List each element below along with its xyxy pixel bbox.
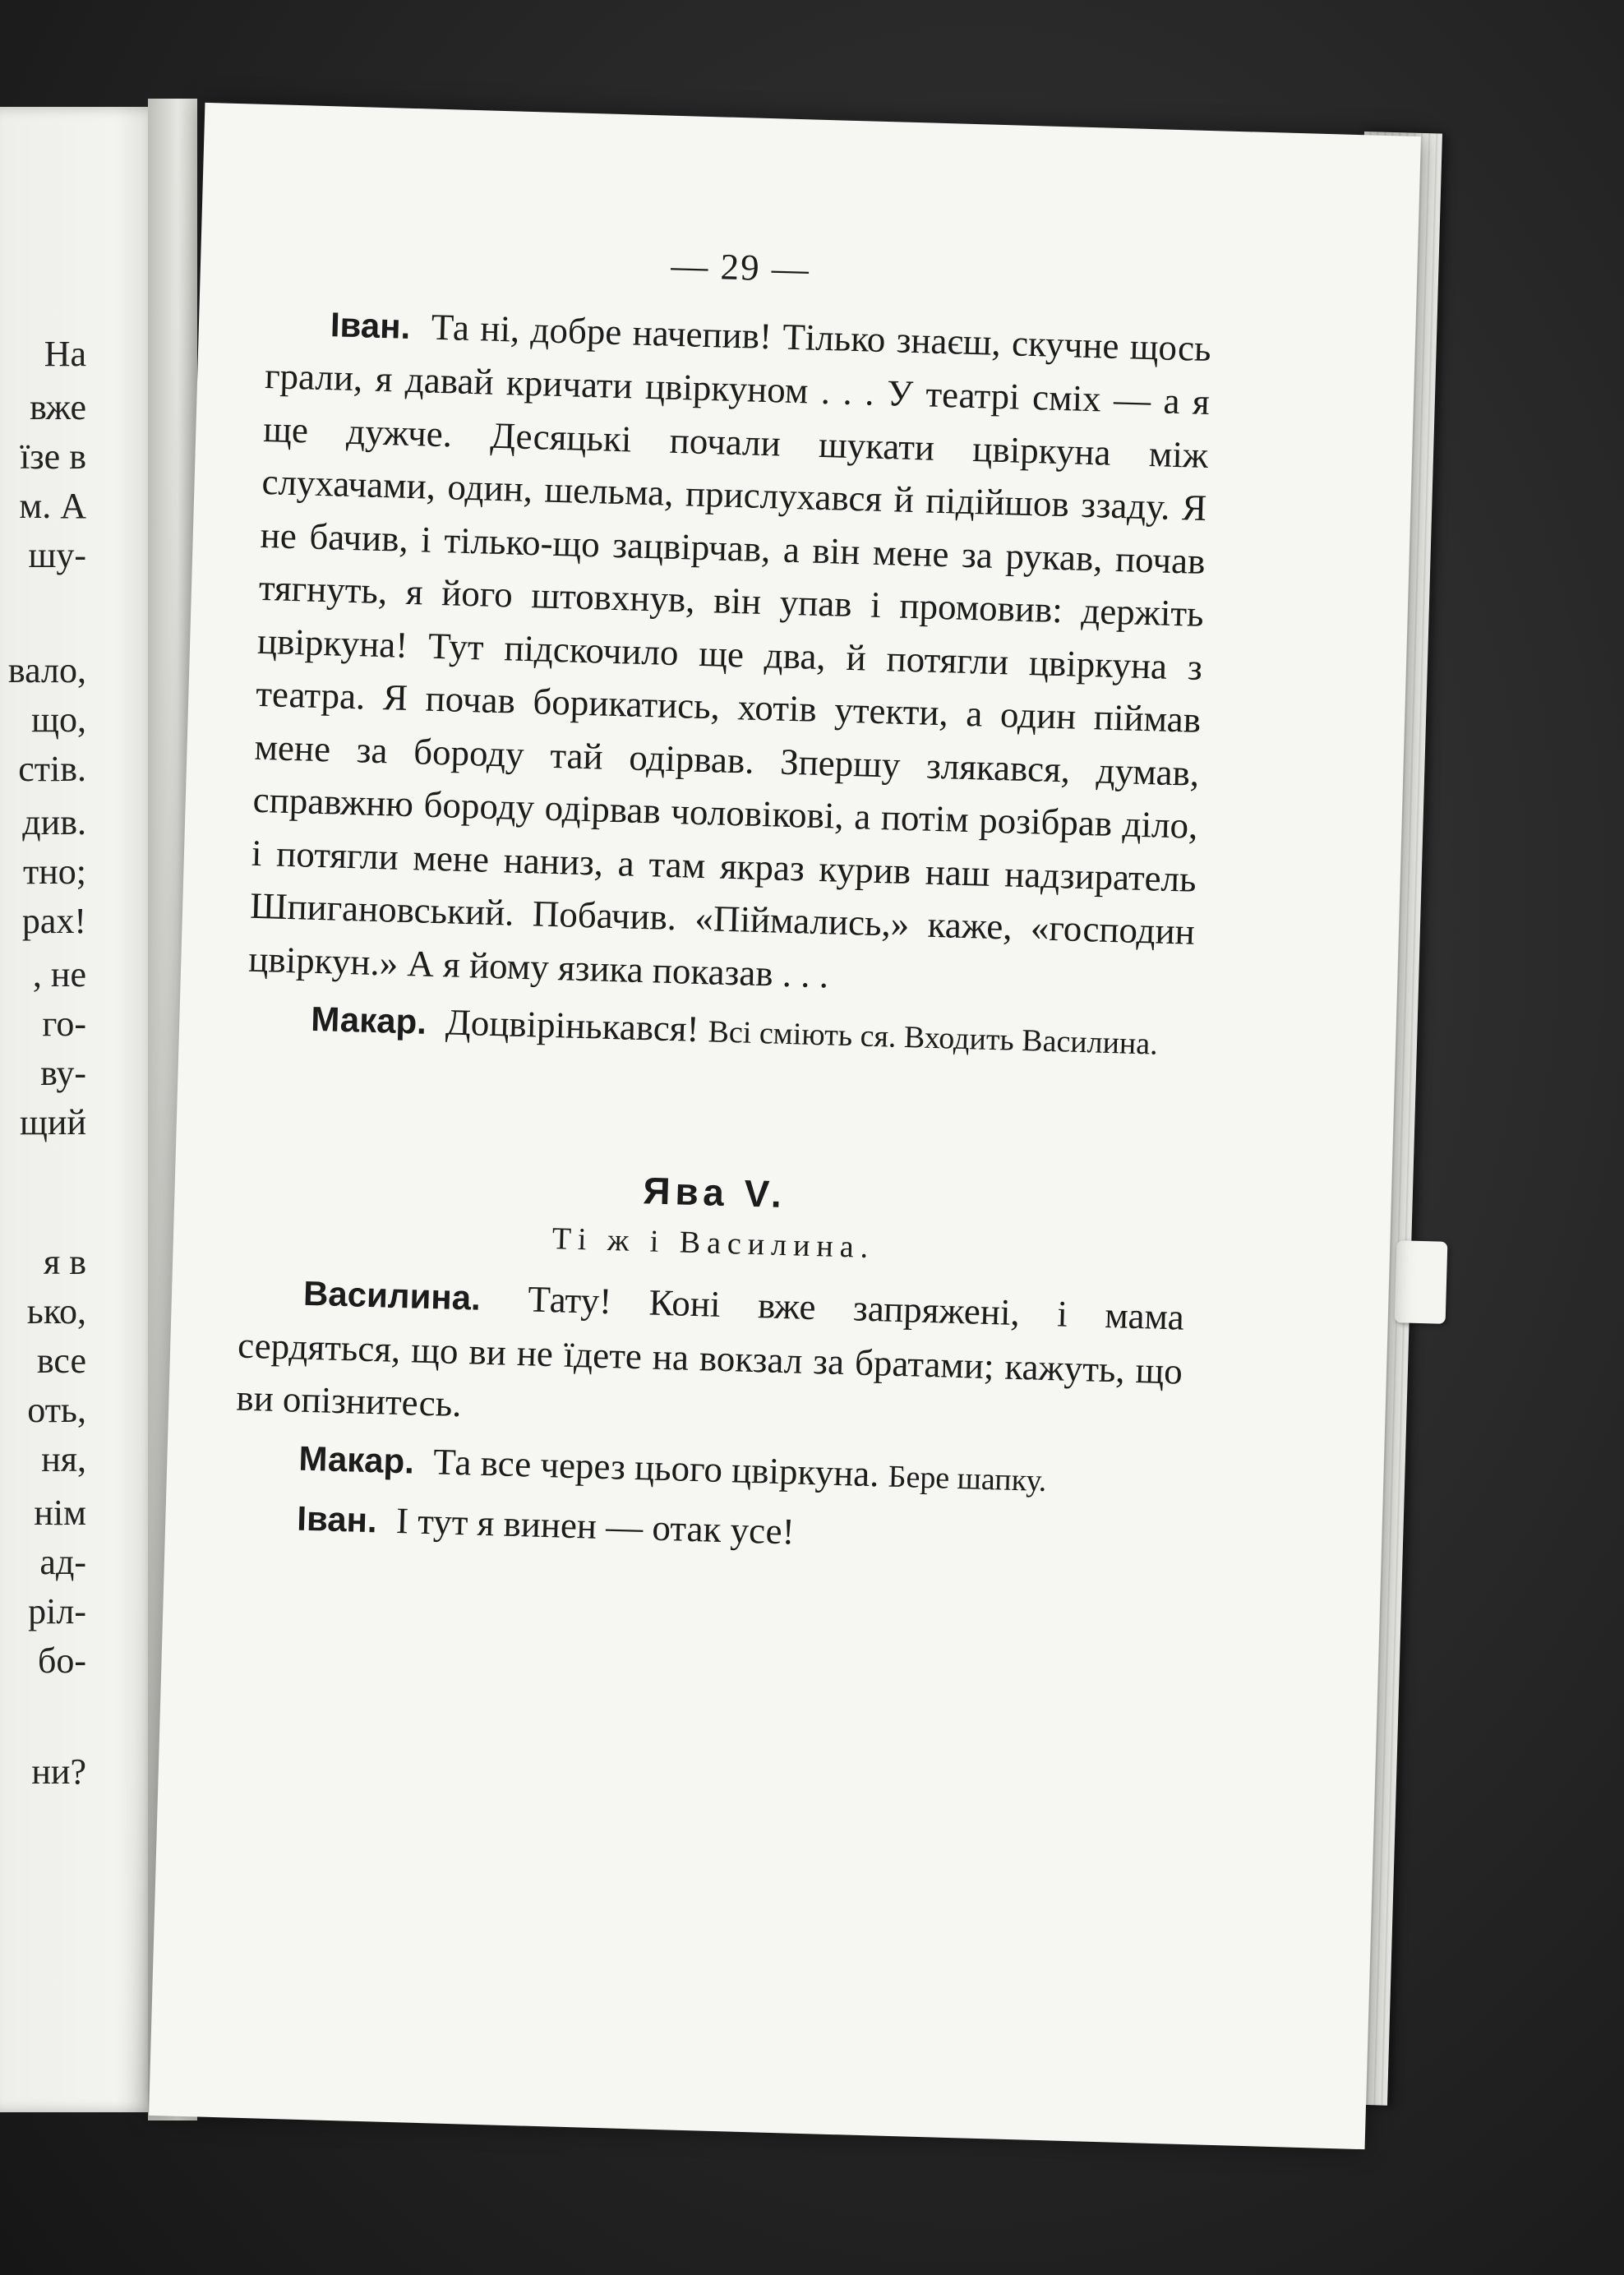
left-page-fragment: ріл-: [28, 1591, 86, 1631]
left-page-fragment: бо-: [37, 1640, 86, 1681]
page-text: [232, 228, 1213, 1575]
left-page-fragment: На: [44, 334, 86, 374]
left-page-fragment: що,: [31, 699, 86, 740]
stage-direction: Всі сміють ся. Входить Василина.: [708, 1014, 1159, 1062]
left-page-fragment: ад-: [39, 1542, 86, 1582]
speech-vasylyna: [236, 1265, 1185, 1451]
speech-text: Тату! Коні вже запряжені, і мама сердяться, що ви не їдете на вокзал за братами; кажуть, що ви опізнитесь.: [235, 1278, 1185, 1425]
left-page: [0, 107, 164, 2112]
speech-text: Та ні, добре начепив! Тілько знаєш, скучне щось грали, я давай кричати цвіркуном . . . У театрі сміх — а я ще дужче. Десяцькі почали шукати цвіркуна між слухачами, один, шельма, прислухався й підійшов ззаду. Я не бачив, і тілько-що зацвірчав, а він мене за рукав, почав тягнуть, я його штовхнув, він упав і промовив: держіть цвіркуна! Тут підскочило ще два, й потягли цвіркуна з театра. Я почав борикатись, хотів утекти, а один піймав мене за бороду тай одірвав. Зпершу злякався, думав, справжню бороду одірвав чоловікові, а потім розібрав діло, і потягли мене наниз, а там якраз курив наш надзиратель Шпигановський. Побачив. «Піймались,» каже, «господин цвіркун.» А я йому язика показав . . .: [247, 306, 1212, 995]
left-page-fragment: рах!: [21, 901, 86, 941]
speech-text: Та все через цього цвіркуна.: [432, 1440, 880, 1494]
left-page-fragment: нім: [34, 1493, 86, 1533]
left-page-fragment: вже: [30, 387, 86, 427]
speech-text: Доцвірінькався!: [445, 1001, 700, 1050]
left-page-fragment: див.: [22, 802, 86, 842]
left-page-fragment: ву-: [40, 1053, 86, 1093]
speech-text: І тут я винен — отак усе!: [395, 1499, 796, 1553]
page-number: — 29 —: [670, 244, 811, 290]
speaker-name: Макар.: [310, 999, 427, 1041]
speaker-name: Іван.: [296, 1498, 378, 1540]
left-page-fragment: ни?: [31, 1751, 86, 1792]
speech-ivan-1: [248, 296, 1212, 1012]
left-page-fragment: го-: [42, 1004, 86, 1044]
left-page-fragment: , не: [32, 954, 86, 994]
left-page-fragment: стів.: [18, 749, 86, 789]
speaker-name: Макар.: [298, 1438, 415, 1481]
scene-cast: Ті ж і Василина.: [551, 1221, 875, 1265]
left-page-fragment: щий: [20, 1102, 86, 1142]
left-page-fragment: вало,: [7, 650, 86, 690]
left-page-fragment: оть,: [27, 1390, 86, 1430]
bookmark-tab: [1395, 1240, 1448, 1324]
speaker-name: Василина.: [302, 1273, 482, 1317]
scene-title: Ява V.: [642, 1168, 787, 1216]
left-page-fragment: їзе в: [20, 436, 86, 477]
stage-direction: Бере шапку.: [888, 1459, 1047, 1498]
speaker-name: Іван.: [330, 304, 411, 346]
right-page: [149, 103, 1421, 2149]
left-page-fragment: м. А: [19, 486, 86, 526]
left-page-fragment: все: [36, 1341, 86, 1381]
left-page-fragment: ько,: [26, 1291, 86, 1331]
left-page-fragment: ня,: [41, 1439, 86, 1479]
left-page-fragment: я в: [43, 1242, 86, 1282]
left-page-fragment: шу-: [28, 535, 86, 575]
left-page-fragment: тно;: [23, 851, 86, 892]
